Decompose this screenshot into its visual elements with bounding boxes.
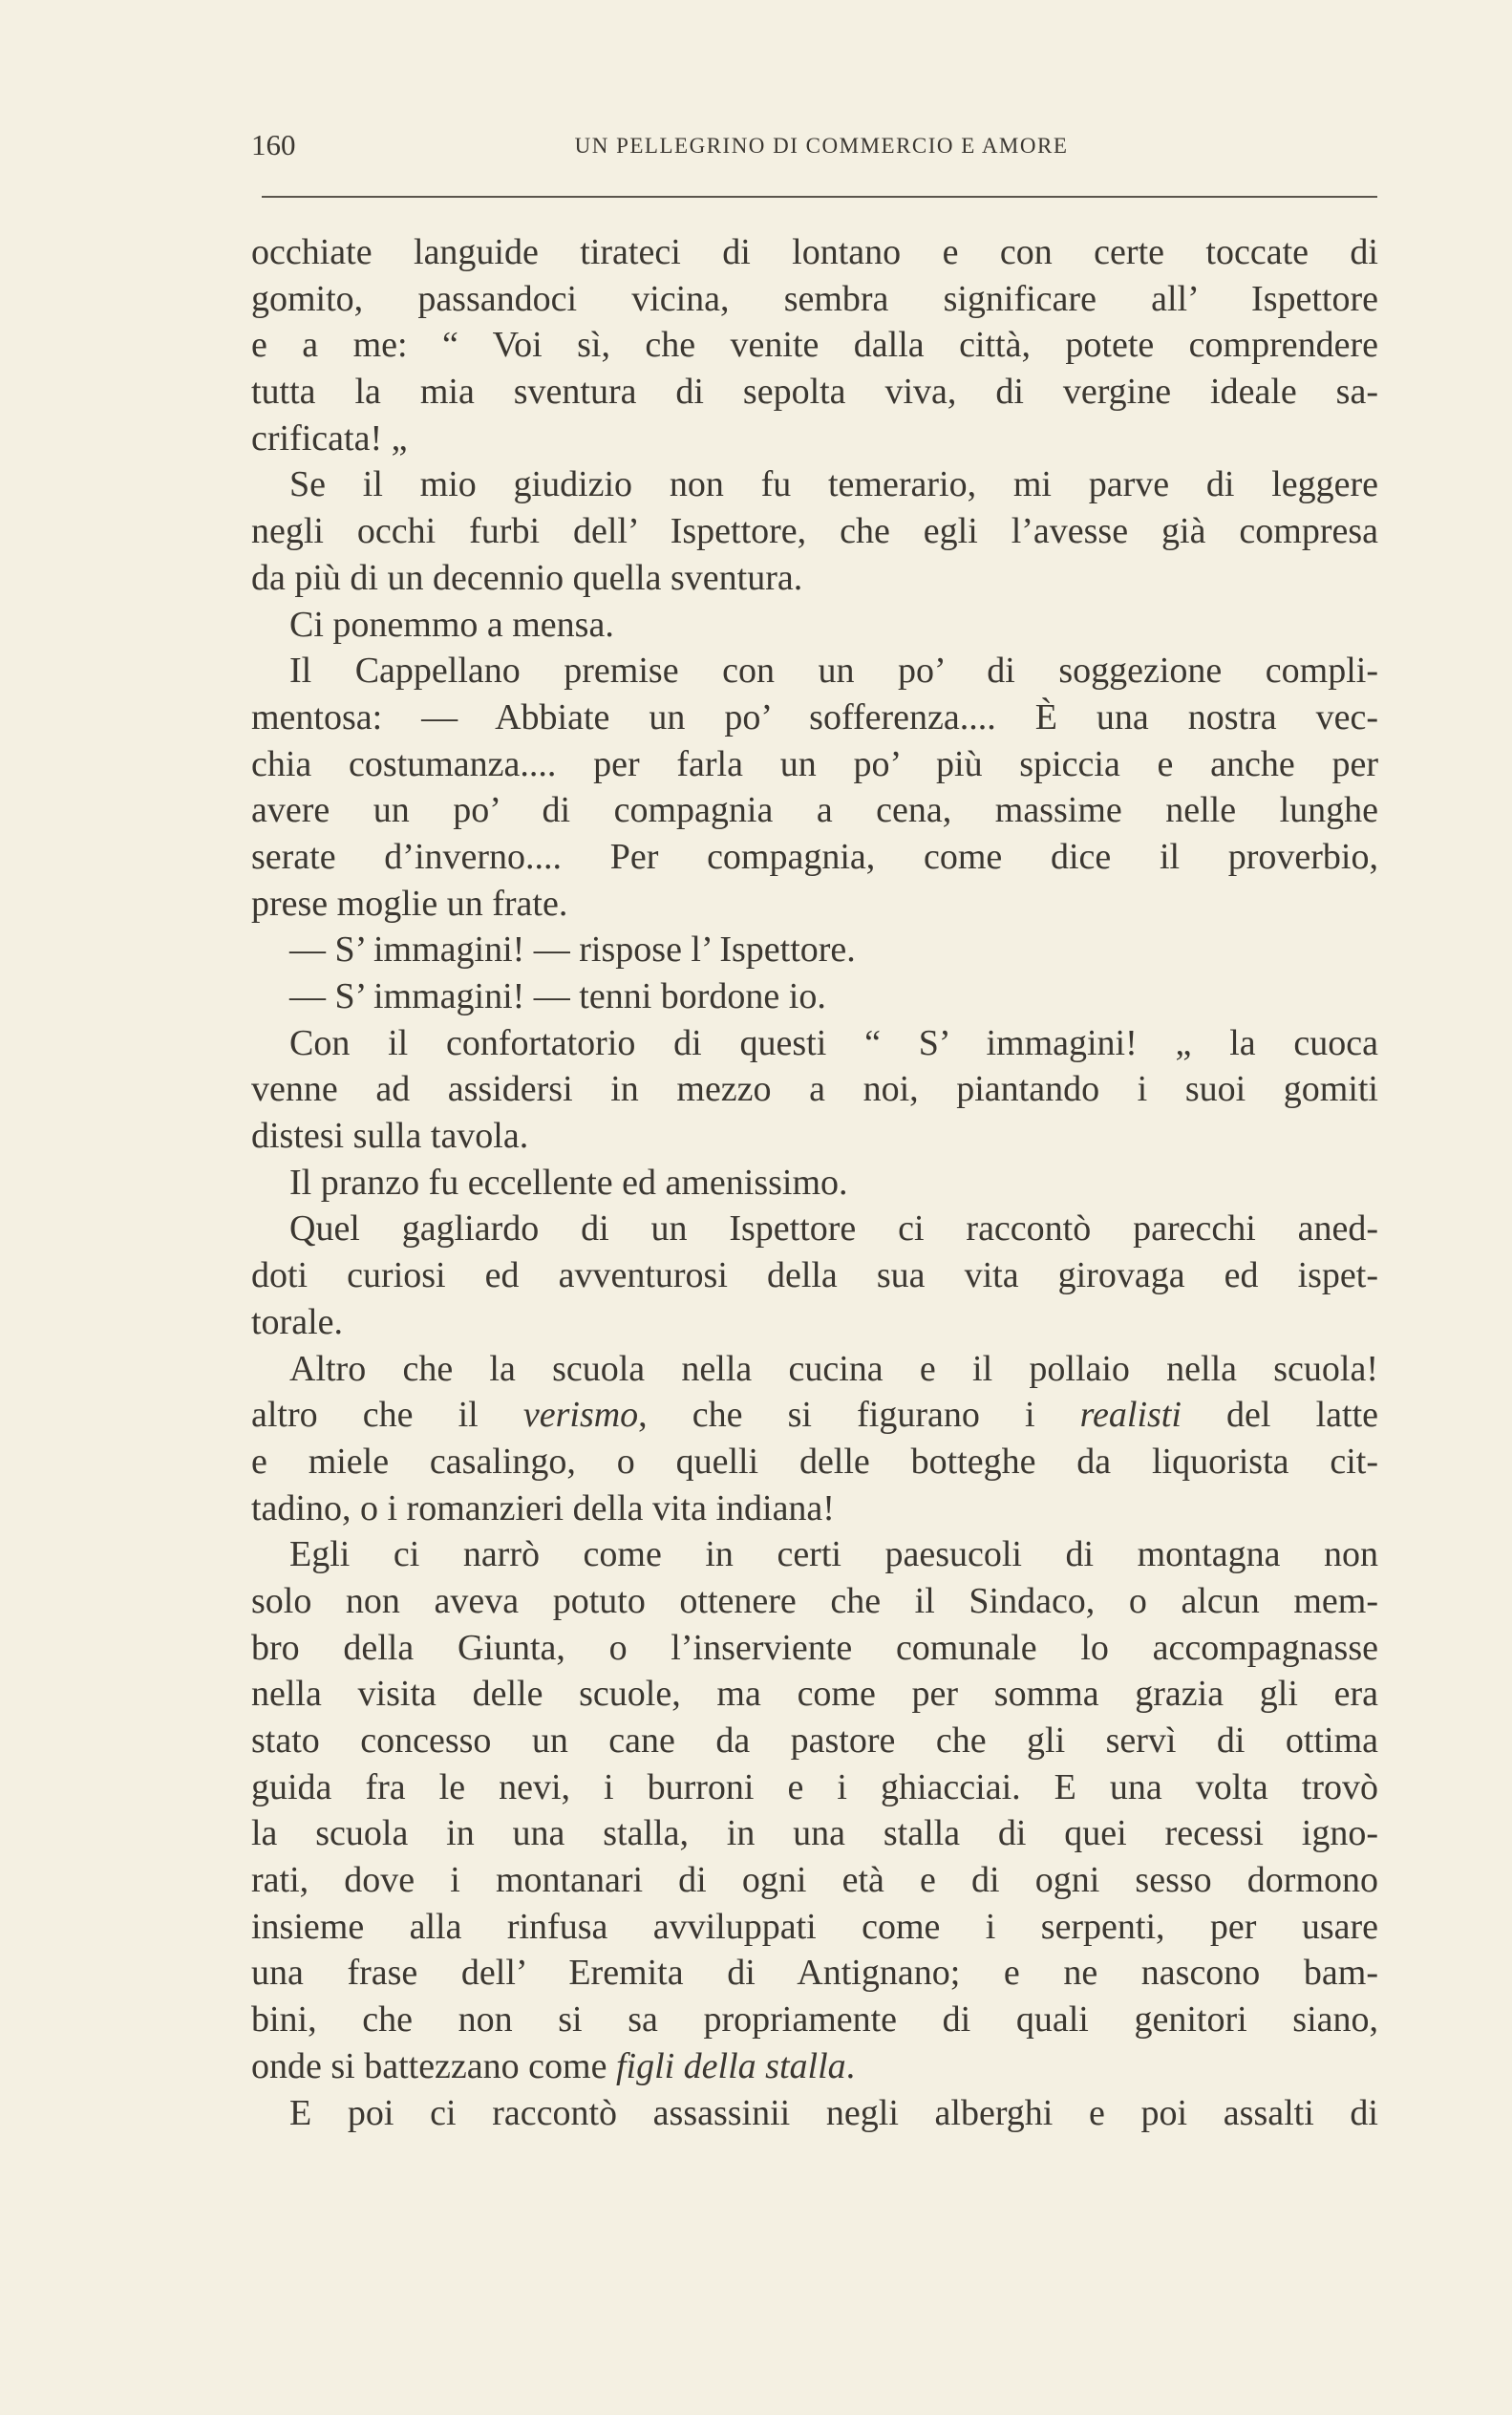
running-title: UN PELLEGRINO DI COMMERCIO E AMORE [574, 134, 1069, 158]
text-line [251, 648, 1378, 695]
text-segment: tadino, o i romanzieri della vita indiana! [251, 1487, 835, 1528]
text-segment: distesi sulla tavola. [251, 1116, 529, 1157]
text-segment: , che si figurano i [638, 1395, 1080, 1436]
text-segment: chia costumanza.... per farla un po’ più spiccia e anche per [251, 743, 1378, 784]
text-line [251, 741, 1378, 788]
text-line [251, 1113, 1378, 1160]
italic-text: realisti [1079, 1395, 1182, 1436]
text-line [251, 1299, 1378, 1346]
text-segment: Con il confortatorio di questi “ S’ immagini! „ la cuoca [289, 1022, 1378, 1063]
text-line [251, 834, 1378, 881]
text-segment: la scuola in una stalla, in una stalla di quei recessi igno- [251, 1813, 1378, 1854]
text-line [251, 1950, 1378, 1997]
text-segment: Il pranzo fu eccellente ed amenissimo. [289, 1162, 848, 1203]
text-segment: bro della Giunta, o l’inserviente comunale lo accompagnasse [251, 1627, 1378, 1668]
text-line [251, 1718, 1378, 1764]
text-line [251, 1392, 1378, 1439]
text-segment: solo non aveva potuto ottenere che il Sindaco, o alcun mem- [251, 1580, 1378, 1621]
text-segment: torale. [251, 1301, 344, 1342]
text-segment: occhiate languide tirateci di lontano e con certe toccate di [251, 232, 1378, 272]
text-line [251, 1066, 1378, 1113]
text-segment: — S’ immagini! — rispose l’ Ispettore. [289, 930, 856, 971]
text-line [251, 881, 1378, 928]
text-segment: crificata! „ [251, 417, 408, 459]
text-line [251, 2043, 1378, 2090]
text-line [251, 1531, 1378, 1578]
text-line [251, 1904, 1378, 1951]
text-line [251, 461, 1378, 508]
italic-text: verismo [522, 1395, 639, 1436]
text-segment: insieme alla rinfusa avviluppati come i serpenti, per usare [251, 1906, 1378, 1947]
text-segment: gomito, passandoci vicina, sembra significare all’ Ispettore [251, 278, 1378, 319]
text-line [251, 1625, 1378, 1672]
text-line [251, 416, 1378, 462]
text-segment: nella visita delle scuole, ma come per somma grazia gli era [251, 1674, 1378, 1715]
text-line [251, 1346, 1378, 1393]
text-line [251, 1020, 1378, 1067]
text-segment: del latte [1181, 1395, 1378, 1436]
text-segment: e miele casalingo, o quelli delle botteghe da liquorista cit- [251, 1441, 1378, 1482]
text-segment: venne ad assidersi in mezzo a noi, piantando i suoi gomiti [251, 1069, 1378, 1110]
text-line [251, 1578, 1378, 1625]
text-segment: serate d’inverno.... Per compagnia, come dice il proverbio, [251, 836, 1378, 877]
text-segment: E poi ci raccontò assassinii negli alberghi e poi assalti di [289, 2092, 1378, 2133]
text-line [251, 1485, 1378, 1532]
text-segment: tutta la mia sventura di sepolta viva, di vergine ideale sa- [251, 372, 1378, 413]
text-line [251, 508, 1378, 555]
text-segment: e a me: “ Voi sì, che venite dalla città, potete comprendere [251, 325, 1378, 366]
text-segment: stato concesso un cane da pastore che gli servì di ottima [251, 1720, 1378, 1761]
text-line [251, 1160, 1378, 1207]
text-line [251, 276, 1378, 323]
text-line [251, 1439, 1378, 1485]
text-line [251, 1857, 1378, 1904]
text-line [251, 1252, 1378, 1299]
text-segment: bini, che non si sa propriamente di quali genitori siano, [251, 1999, 1378, 2041]
text-segment: Se il mio giudizio non fu temerario, mi parve di leggere [289, 464, 1378, 505]
text-segment: mentosa: — Abbiate un po’ sofferenza.... È una nostra vec- [251, 696, 1378, 737]
text-segment: — S’ immagini! — tenni bordone io. [289, 976, 826, 1016]
text-line [251, 927, 1378, 973]
text-segment: Egli ci narrò come in certi paesucoli di montagna non [289, 1534, 1378, 1575]
text-segment: rati, dove i montanari di ogni età e di ogni sesso dormono [251, 1860, 1378, 1901]
italic-text: figli della stalla [615, 2045, 846, 2086]
text-line [251, 1810, 1378, 1857]
text-segment: onde si battezzano come [251, 2045, 616, 2086]
text-line [251, 322, 1378, 369]
body-text [251, 229, 1378, 2136]
text-line [251, 1206, 1378, 1252]
text-line [251, 369, 1378, 416]
header-rule [262, 196, 1377, 198]
text-segment: Ci ponemmo a mensa. [289, 604, 614, 645]
text-line [251, 2090, 1378, 2137]
text-line [251, 973, 1378, 1020]
text-segment: . [845, 2045, 856, 2086]
text-segment: guida fra le nevi, i burroni e i ghiacciai. E una volta trovò [251, 1766, 1378, 1807]
text-line [251, 1764, 1378, 1811]
text-line [251, 555, 1378, 602]
text-line [251, 695, 1378, 741]
text-segment: prese moglie un frate. [251, 883, 568, 924]
text-segment: Altro che la scuola nella cucina e il pollaio nella scuola! [289, 1348, 1378, 1389]
text-segment: una frase dell’ Eremita di Antignano; e ne nascono bam- [251, 1953, 1378, 1994]
text-segment: negli occhi furbi dell’ Ispettore, che egli l’avesse già compresa [251, 511, 1378, 552]
text-segment: da più di un decennio quella sventura. [251, 557, 803, 598]
text-segment: avere un po’ di compagnia a cena, massime nelle lunghe [251, 790, 1378, 831]
text-line [251, 1671, 1378, 1718]
text-line [251, 602, 1378, 649]
text-line [251, 229, 1378, 276]
text-segment: doti curiosi ed avventurosi della sua vita girovaga ed ispet- [251, 1255, 1378, 1296]
text-segment: altro che il [251, 1395, 523, 1436]
text-line [251, 1997, 1378, 2043]
page-number: 160 [251, 128, 296, 161]
text-segment: Quel gagliardo di un Ispettore ci raccontò parecchi aned- [289, 1208, 1378, 1250]
text-segment: Il Cappellano premise con un po’ di soggezione compli- [289, 651, 1378, 692]
text-line [251, 787, 1378, 834]
